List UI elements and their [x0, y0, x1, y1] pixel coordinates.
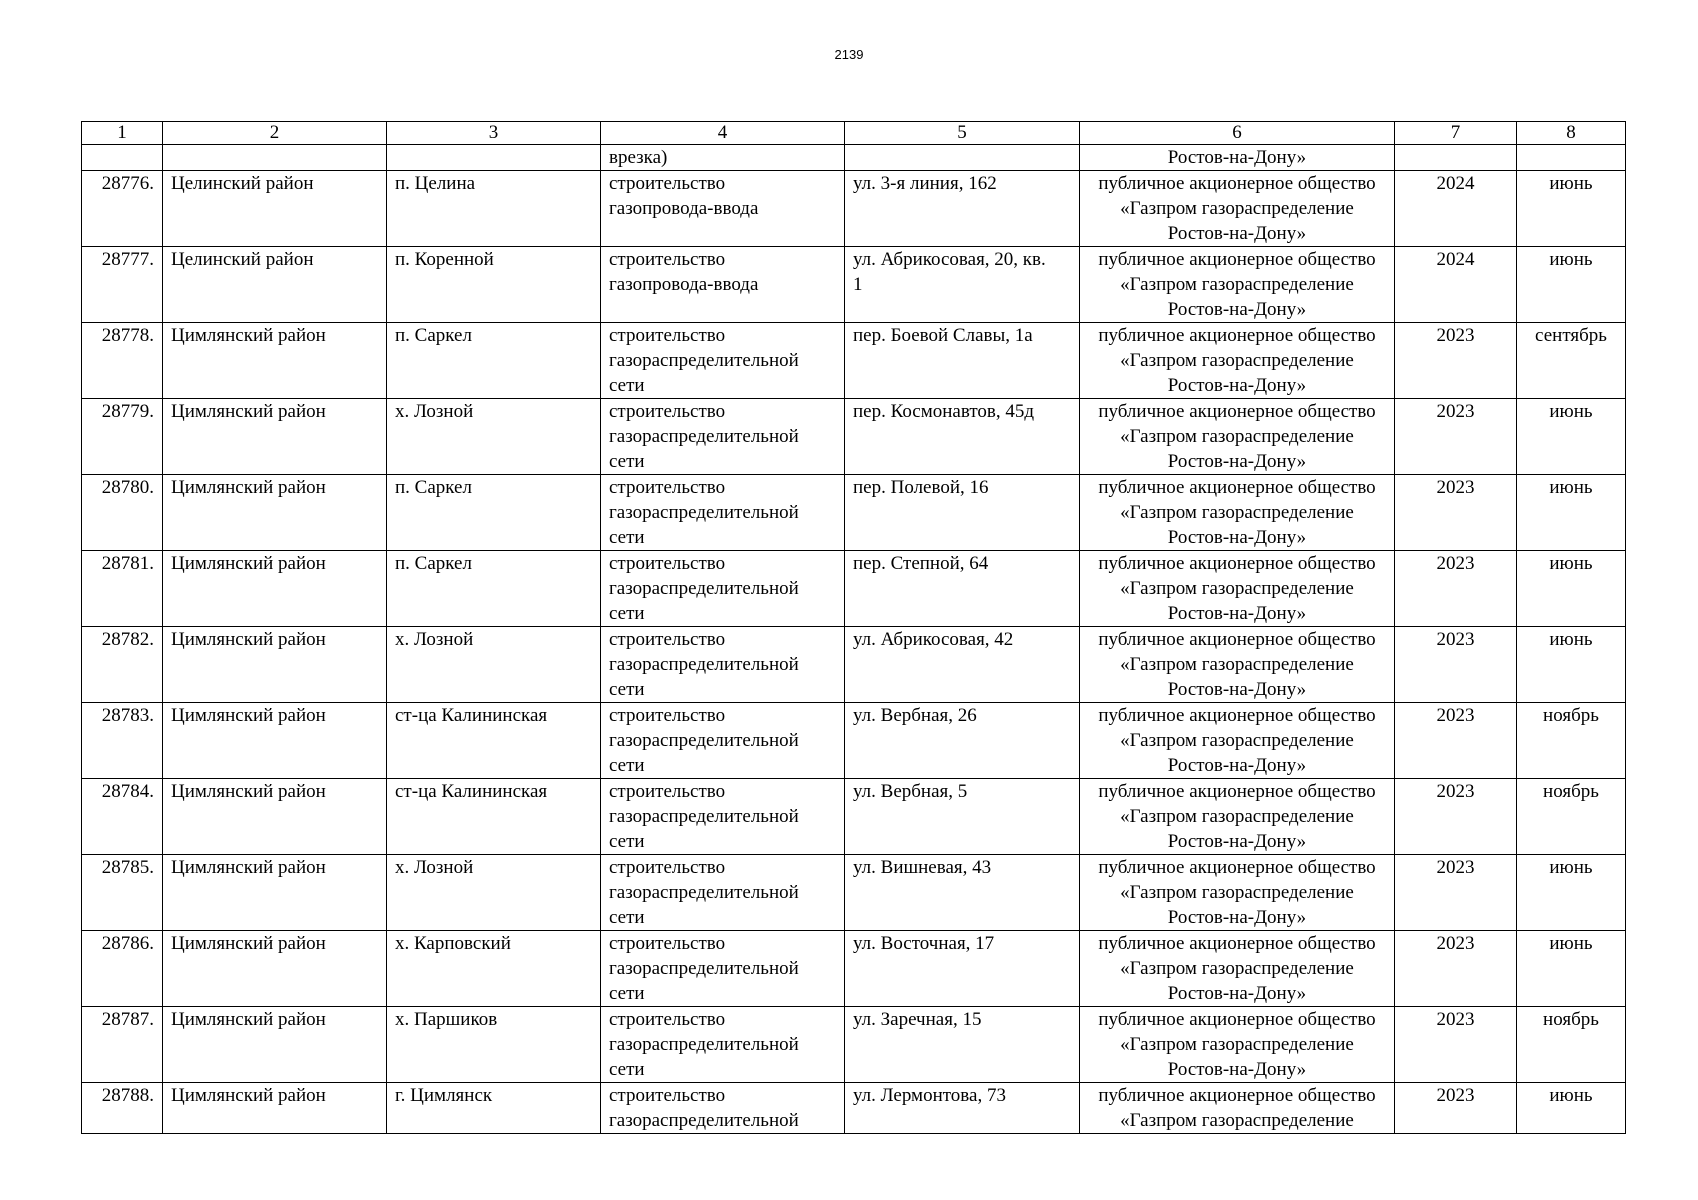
cell-month: июнь: [1517, 475, 1626, 551]
cell-district: Цимлянский район: [163, 475, 387, 551]
cell-district: Цимлянский район: [163, 931, 387, 1007]
cell-settlement: п. Саркел: [387, 323, 601, 399]
cell-year: 2023: [1395, 627, 1517, 703]
cell-address: ул. Восточная, 17: [845, 931, 1080, 1007]
cell-address: ул. 3-я линия, 162: [845, 171, 1080, 247]
cell-month: июнь: [1517, 399, 1626, 475]
cell-month: сентябрь: [1517, 323, 1626, 399]
cell-organization: публичное акционерное общество «Газпром газораспределение Ростов-на-Дону»: [1080, 171, 1395, 247]
cell-organization: публичное акционерное общество «Газпром газораспределение Ростов-на-Дону»: [1080, 703, 1395, 779]
cell-district: Цимлянский район: [163, 627, 387, 703]
cell-number: 28785.: [82, 855, 163, 931]
table-row: [82, 931, 1626, 1007]
cell-settlement: х. Карповский: [387, 931, 601, 1007]
table-row: [82, 551, 1626, 627]
cell-number: 28781.: [82, 551, 163, 627]
table-row: [82, 247, 1626, 323]
cell-address: пер. Боевой Славы, 1а: [845, 323, 1080, 399]
cell-year: 2024: [1395, 247, 1517, 323]
cell-address: ул. Вербная, 5: [845, 779, 1080, 855]
table-row: [82, 779, 1626, 855]
cell-work-type: строительство газораспределительной сети: [601, 703, 845, 779]
table-row: [82, 1007, 1626, 1083]
cell-work-type: строительство газораспределительной сети: [601, 779, 845, 855]
cell-work-type: строительство газораспределительной сети: [601, 551, 845, 627]
cell-organization: публичное акционерное общество «Газпром газораспределение Ростов-на-Дону»: [1080, 855, 1395, 931]
cell-number: 28778.: [82, 323, 163, 399]
cell-address: пер. Степной, 64: [845, 551, 1080, 627]
cell-organization: публичное акционерное общество «Газпром газораспределение Ростов-на-Дону»: [1080, 323, 1395, 399]
cell-work-type: строительство газораспределительной сети: [601, 475, 845, 551]
cell-address: [845, 145, 1080, 171]
cell-settlement: п. Целина: [387, 171, 601, 247]
cell-settlement: х. Паршиков: [387, 1007, 601, 1083]
cell-district: Цимлянский район: [163, 779, 387, 855]
cell-work-type: строительство газопровода-ввода: [601, 247, 845, 323]
cell-district: Целинский район: [163, 171, 387, 247]
cell-number: 28788.: [82, 1083, 163, 1134]
cell-month: июнь: [1517, 551, 1626, 627]
cell-district: Цимлянский район: [163, 855, 387, 931]
cell-year: 2023: [1395, 779, 1517, 855]
cell-work-type: строительство газораспределительной сети: [601, 931, 845, 1007]
table-row: [82, 399, 1626, 475]
continuation-row: [82, 145, 1626, 171]
cell-settlement: х. Лозной: [387, 855, 601, 931]
cell-district: Цимлянский район: [163, 399, 387, 475]
cell-number: 28784.: [82, 779, 163, 855]
cell-year: [1395, 145, 1517, 171]
table-row: [82, 855, 1626, 931]
table-body: [82, 122, 1626, 1134]
cell-year: 2023: [1395, 703, 1517, 779]
cell-work-type: строительство газораспределительной сети: [601, 855, 845, 931]
cell-number: 28783.: [82, 703, 163, 779]
cell-year: 2023: [1395, 399, 1517, 475]
cell-district: Целинский район: [163, 247, 387, 323]
cell-address: ул. Лермонтова, 73: [845, 1083, 1080, 1134]
cell-year: 2023: [1395, 1007, 1517, 1083]
cell-organization: публичное акционерное общество «Газпром газораспределение Ростов-на-Дону»: [1080, 475, 1395, 551]
cell-address: пер. Космонавтов, 45д: [845, 399, 1080, 475]
cell-district: Цимлянский район: [163, 1007, 387, 1083]
cell-year: 2023: [1395, 475, 1517, 551]
table-row: [82, 703, 1626, 779]
cell-settlement: п. Коренной: [387, 247, 601, 323]
cell-organization: Ростов-на-Дону»: [1080, 145, 1395, 171]
cell-district: [163, 145, 387, 171]
cell-settlement: г. Цимлянск: [387, 1083, 601, 1134]
cell-month: июнь: [1517, 247, 1626, 323]
table-row: [82, 171, 1626, 247]
column-number-1: 1: [82, 122, 163, 145]
cell-address: ул. Абрикосовая, 20, кв. 1: [845, 247, 1080, 323]
cell-address: пер. Полевой, 16: [845, 475, 1080, 551]
cell-district: Цимлянский район: [163, 1083, 387, 1134]
register-table: [81, 121, 1626, 1134]
cell-settlement: ст-ца Калининская: [387, 779, 601, 855]
cell-organization: публичное акционерное общество «Газпром газораспределение Ростов-на-Дону»: [1080, 551, 1395, 627]
cell-month: ноябрь: [1517, 1007, 1626, 1083]
cell-organization: публичное акционерное общество «Газпром газораспределение Ростов-на-Дону»: [1080, 247, 1395, 323]
cell-settlement: ст-ца Калининская: [387, 703, 601, 779]
cell-settlement: х. Лозной: [387, 627, 601, 703]
cell-number: 28787.: [82, 1007, 163, 1083]
cell-organization: публичное акционерное общество «Газпром газораспределение: [1080, 1083, 1395, 1134]
column-number-2: 2: [163, 122, 387, 145]
column-number-4: 4: [601, 122, 845, 145]
cell-address: ул. Заречная, 15: [845, 1007, 1080, 1083]
cell-month: июнь: [1517, 627, 1626, 703]
cell-district: Цимлянский район: [163, 551, 387, 627]
cell-year: 2023: [1395, 1083, 1517, 1134]
cell-year: 2023: [1395, 931, 1517, 1007]
header-row: [82, 122, 1626, 145]
cell-month: ноябрь: [1517, 703, 1626, 779]
cell-number: 28777.: [82, 247, 163, 323]
column-number-3: 3: [387, 122, 601, 145]
cell-organization: публичное акционерное общество «Газпром газораспределение Ростов-на-Дону»: [1080, 931, 1395, 1007]
cell-year: 2023: [1395, 551, 1517, 627]
cell-work-type: строительство газораспределительной сети: [601, 627, 845, 703]
cell-organization: публичное акционерное общество «Газпром газораспределение Ростов-на-Дону»: [1080, 399, 1395, 475]
cell-settlement: х. Лозной: [387, 399, 601, 475]
cell-address: ул. Вербная, 26: [845, 703, 1080, 779]
cell-year: 2023: [1395, 855, 1517, 931]
cell-number: 28779.: [82, 399, 163, 475]
cell-month: июнь: [1517, 171, 1626, 247]
column-number-8: 8: [1517, 122, 1626, 145]
cell-number: [82, 145, 163, 171]
cell-year: 2023: [1395, 323, 1517, 399]
cell-work-type: строительство газораспределительной сети: [601, 399, 845, 475]
cell-organization: публичное акционерное общество «Газпром газораспределение Ростов-на-Дону»: [1080, 779, 1395, 855]
cell-year: 2024: [1395, 171, 1517, 247]
cell-work-type: строительство газораспределительной сети: [601, 1007, 845, 1083]
cell-organization: публичное акционерное общество «Газпром газораспределение Ростов-на-Дону»: [1080, 1007, 1395, 1083]
cell-district: Цимлянский район: [163, 703, 387, 779]
cell-month: июнь: [1517, 855, 1626, 931]
page-number: 2139: [834, 47, 864, 62]
cell-month: июнь: [1517, 1083, 1626, 1134]
table-row: [82, 1083, 1626, 1134]
cell-address: ул. Вишневая, 43: [845, 855, 1080, 931]
cell-settlement: [387, 145, 601, 171]
cell-address: ул. Абрикосовая, 42: [845, 627, 1080, 703]
cell-number: 28782.: [82, 627, 163, 703]
column-number-7: 7: [1395, 122, 1517, 145]
cell-organization: публичное акционерное общество «Газпром газораспределение Ростов-на-Дону»: [1080, 627, 1395, 703]
cell-settlement: п. Саркел: [387, 551, 601, 627]
cell-number: 28776.: [82, 171, 163, 247]
cell-work-type: строительство газораспределительной сети: [601, 323, 845, 399]
cell-settlement: п. Саркел: [387, 475, 601, 551]
column-number-5: 5: [845, 122, 1080, 145]
cell-work-type: строительство газораспределительной: [601, 1083, 845, 1134]
cell-month: июнь: [1517, 931, 1626, 1007]
cell-work-type: врезка): [601, 145, 845, 171]
cell-month: ноябрь: [1517, 779, 1626, 855]
column-number-6: 6: [1080, 122, 1395, 145]
table-row: [82, 475, 1626, 551]
cell-month: [1517, 145, 1626, 171]
table-row: [82, 323, 1626, 399]
cell-number: 28780.: [82, 475, 163, 551]
cell-work-type: строительство газопровода-ввода: [601, 171, 845, 247]
cell-district: Цимлянский район: [163, 323, 387, 399]
cell-number: 28786.: [82, 931, 163, 1007]
table-row: [82, 627, 1626, 703]
